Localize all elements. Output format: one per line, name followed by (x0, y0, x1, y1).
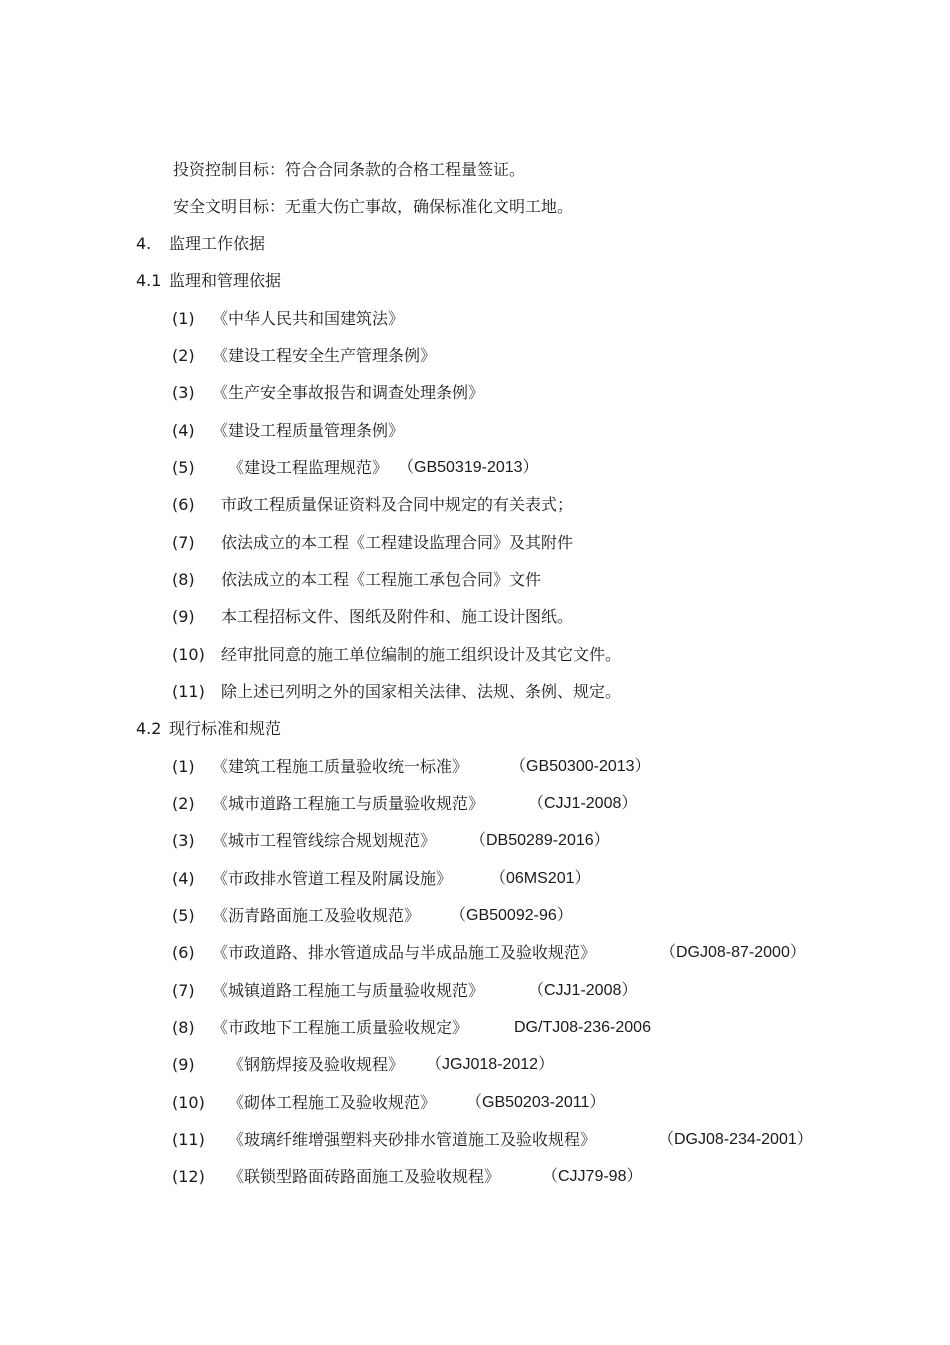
item-text: 《建设工程安全生产管理条例》 (212, 346, 437, 365)
item-code: （06MS201） (490, 870, 591, 887)
item-number: (6) (172, 943, 195, 962)
item-number: (10) (172, 645, 205, 664)
item-text: 《城市道路工程施工与质量验收规范》 (212, 794, 485, 813)
item-code: （GB50092-96） (450, 907, 573, 924)
item-text: 本工程招标文件、图纸及附件和、施工设计图纸。 (221, 607, 574, 626)
item-number: (7) (172, 981, 195, 1000)
item-text: 依法成立的本工程《工程施工承包合同》文件 (221, 570, 542, 589)
item-number: (2) (172, 794, 195, 813)
item-code: （DGJ08-87-2000） (660, 944, 806, 961)
item-number: (1) (172, 757, 195, 776)
item-code: （DGJ08-234-2001） (658, 1131, 813, 1148)
item-code: （GB50203-2011） (466, 1094, 606, 1111)
item-code: （CJJ1-2008） (528, 982, 638, 999)
item-number: (8) (172, 570, 195, 589)
section-4-number: 4. (136, 234, 152, 253)
goal-safety-civilization: 安全文明目标：无重大伤亡事故，确保标准化文明工地。 (173, 197, 574, 216)
item-number: (9) (172, 1055, 195, 1074)
goal-investment-control: 投资控制目标：符合合同条款的合格工程量签证。 (173, 160, 526, 179)
item-code: （CJJ1-2008） (528, 795, 638, 812)
item-text: 《中华人民共和国建筑法》 (212, 309, 405, 328)
section-4-1-number: 4.1 (136, 271, 162, 290)
item-number: (3) (172, 383, 195, 402)
item-text: 经审批同意的施工单位编制的施工组织设计及其它文件。 (221, 645, 622, 664)
item-text: 《市政排水管道工程及附属设施》 (212, 869, 453, 888)
item-code: DG/TJ08-236-2006 (514, 1019, 651, 1036)
item-code: （GB50300-2013） (510, 758, 651, 775)
item-text: 《玻璃纤维增强塑料夹砂排水管道施工及验收规程》 (228, 1130, 597, 1149)
item-code: （GB50319-2013） (398, 459, 539, 476)
item-number: (5) (172, 458, 195, 477)
item-code: （CJJ79-98） (542, 1168, 643, 1185)
item-number: (11) (172, 682, 205, 701)
item-number: (4) (172, 421, 195, 440)
item-number: (8) (172, 1018, 195, 1037)
item-text: 《沥青路面施工及验收规范》 (212, 906, 421, 925)
item-text: 《城市工程管线综合规划规范》 (212, 831, 437, 850)
item-number: (11) (172, 1130, 205, 1149)
item-number: (3) (172, 831, 195, 850)
item-number: (12) (172, 1167, 205, 1186)
item-number: (7) (172, 533, 195, 552)
item-text: 《砌体工程施工及验收规范》 (228, 1093, 437, 1112)
item-text: 《市政道路、排水管道成品与半成品施工及验收规范》 (212, 943, 597, 962)
item-code: （JGJ018-2012） (426, 1056, 555, 1073)
item-code: （DB50289-2016） (470, 832, 610, 849)
item-number: (4) (172, 869, 195, 888)
item-text: 《建设工程质量管理条例》 (212, 421, 405, 440)
section-4-2-number: 4.2 (136, 719, 162, 738)
item-text: 市政工程质量保证资料及合同中规定的有关表式； (221, 495, 574, 514)
item-number: (6) (172, 495, 195, 514)
item-text: 《生产安全事故报告和调查处理条例》 (212, 383, 485, 402)
item-text: 依法成立的本工程《工程建设监理合同》及其附件 (221, 533, 574, 552)
item-text: 《市政地下工程施工质量验收规定》 (212, 1018, 469, 1037)
item-text: 《钢筋焊接及验收规程》 (228, 1055, 405, 1074)
item-number: (1) (172, 309, 195, 328)
item-text: 《建筑工程施工质量验收统一标准》 (212, 757, 469, 776)
item-text: 《建设工程监理规范》 (228, 458, 389, 477)
item-text: 除上述已列明之外的国家相关法律、法规、条例、规定。 (221, 682, 622, 701)
item-number: (5) (172, 906, 195, 925)
section-4-title: 监理工作依据 (169, 234, 266, 253)
item-number: (10) (172, 1093, 205, 1112)
item-number: (9) (172, 607, 195, 626)
item-text: 《联锁型路面砖路面施工及验收规程》 (228, 1167, 501, 1186)
section-4-1-title: 监理和管理依据 (169, 271, 282, 290)
section-4-2-title: 现行标准和规范 (169, 719, 282, 738)
item-number: (2) (172, 346, 195, 365)
item-text: 《城镇道路工程施工与质量验收规范》 (212, 981, 485, 1000)
